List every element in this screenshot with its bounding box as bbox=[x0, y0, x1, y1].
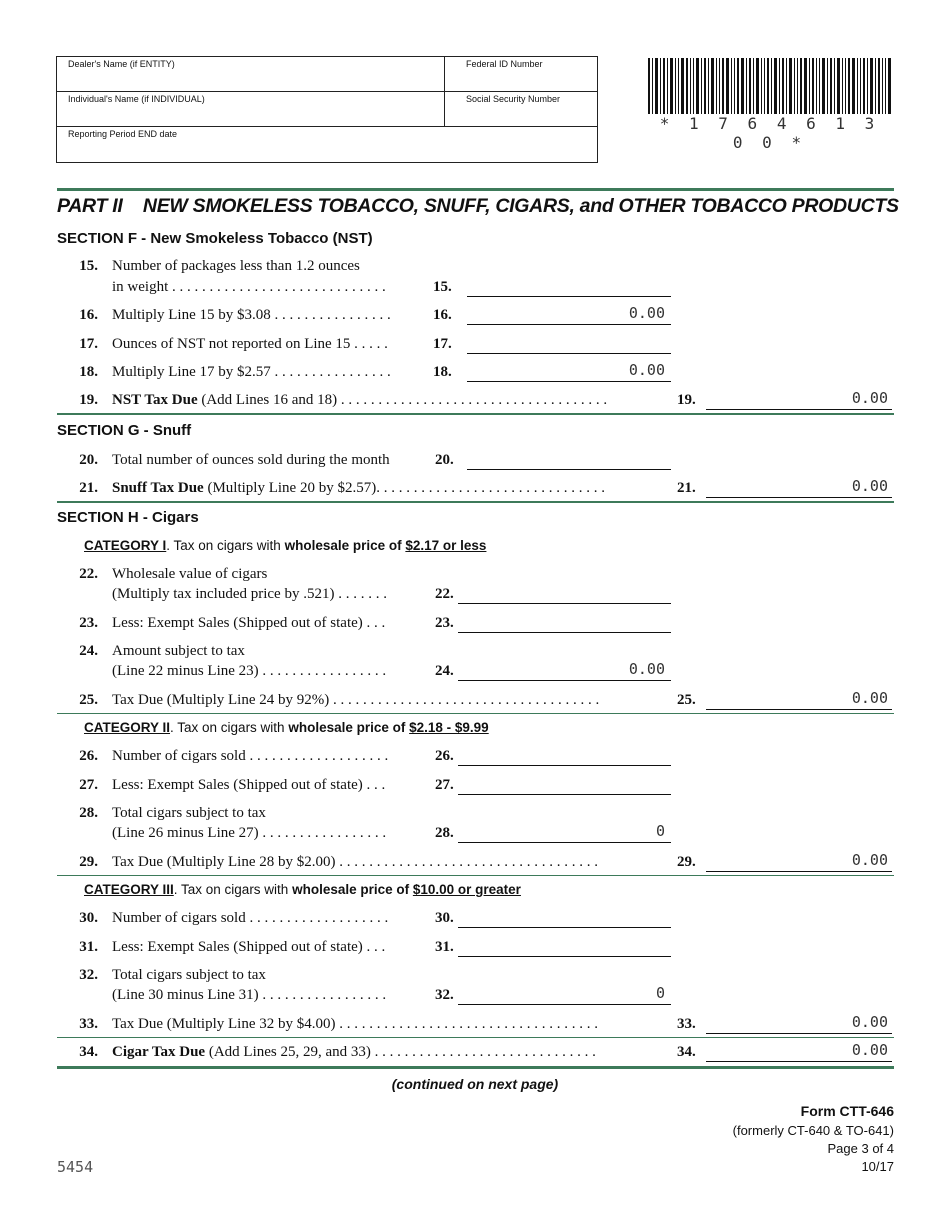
line-26-number: 26. bbox=[79, 748, 98, 764]
line-21-ref: 21. bbox=[677, 480, 696, 496]
line-16-text: Multiply Line 15 by $3.08 . . . . . . . . . . . . . . . . bbox=[112, 307, 391, 323]
line-15-text-b: in weight . . . . . . . . . . . . . . . . . . . . . . . . . . . . . bbox=[112, 279, 386, 295]
line-25-value: 0.00 bbox=[851, 689, 888, 707]
category-3-bold: wholesale price of bbox=[292, 882, 413, 897]
individual-name-field[interactable] bbox=[57, 105, 443, 125]
line-28-text-b: (Line 26 minus Line 27) . . . . . . . . . . . . . . . . . bbox=[112, 825, 387, 841]
line-34-rest: (Add Lines 25, 29, and 33) . . . . . . . . . . . . . . . . . . . . . . . . . . . . . . bbox=[205, 1044, 596, 1060]
line-19-field[interactable] bbox=[706, 409, 892, 410]
line-31-text: Less: Exempt Sales (Shipped out of state) . . . bbox=[112, 939, 386, 955]
line-24-text-a: Amount subject to tax bbox=[112, 643, 245, 659]
line-28-text-a: Total cigars subject to tax bbox=[112, 805, 266, 821]
revision-date: 10/17 bbox=[861, 1159, 894, 1174]
line-22-text-a: Wholesale value of cigars bbox=[112, 566, 268, 582]
form-formerly: (formerly CT-640 & TO-641) bbox=[732, 1123, 894, 1138]
category-3-text: . Tax on cigars with bbox=[173, 882, 293, 897]
line-24-value: 0.00 bbox=[628, 660, 665, 678]
section-g-title: SECTION G - Snuff bbox=[57, 422, 192, 439]
line-18-value: 0.00 bbox=[628, 361, 665, 379]
line-20-number: 20. bbox=[79, 452, 98, 468]
line-17-number: 17. bbox=[79, 336, 98, 352]
line-31-ref: 31. bbox=[435, 939, 454, 955]
line-21-bold: Snuff Tax Due bbox=[112, 480, 204, 496]
line-27-number: 27. bbox=[79, 777, 98, 793]
line-16-value: 0.00 bbox=[628, 304, 665, 322]
line-26-field[interactable] bbox=[458, 765, 671, 766]
ssn-label: Social Security Number bbox=[466, 94, 561, 104]
category-2-text: . Tax on cigars with bbox=[170, 720, 289, 735]
line-32-text-b: (Line 30 minus Line 31) . . . . . . . . . . . . . . . . . bbox=[112, 987, 387, 1003]
line-27-ref: 27. bbox=[435, 777, 454, 793]
section-h-title: SECTION H - Cigars bbox=[57, 509, 199, 526]
line-20-field[interactable] bbox=[467, 469, 671, 470]
page-number: Page 3 of 4 bbox=[827, 1141, 894, 1156]
dealer-name-field[interactable] bbox=[57, 70, 443, 90]
line-18-number: 18. bbox=[79, 364, 98, 380]
line-27-text: Less: Exempt Sales (Shipped out of state) . . . bbox=[112, 777, 386, 793]
line-19-bold: NST Tax Due bbox=[112, 392, 198, 408]
line-16-ref: 16. bbox=[433, 307, 452, 323]
line-25-number: 25. bbox=[79, 692, 98, 708]
line-32-value: 0 bbox=[655, 984, 665, 1002]
line-22-ref: 22. bbox=[435, 586, 454, 602]
line-34-field[interactable] bbox=[706, 1061, 892, 1062]
line-28-field[interactable] bbox=[458, 842, 671, 843]
line-34-text bbox=[112, 1044, 596, 1061]
line-23-ref: 23. bbox=[435, 615, 454, 631]
line-25-text: Tax Due (Multiply Line 24 by 92%) . . . . . . . . . . . . . . . . . . . . . . . . . . . . . . . . . . . . bbox=[112, 692, 600, 708]
category-3-price: $10.00 or greater bbox=[412, 882, 521, 897]
category-1-bold: wholesale price of bbox=[284, 538, 406, 553]
line-29-ref: 29. bbox=[677, 854, 696, 870]
category-3-rule bbox=[57, 1037, 894, 1038]
line-34-ref: 34. bbox=[677, 1044, 696, 1060]
line-33-text: Tax Due (Multiply Line 32 by $4.00) . . . . . . . . . . . . . . . . . . . . . . . . . . . . . . . . . . . bbox=[112, 1016, 598, 1032]
line-30-field[interactable] bbox=[458, 927, 671, 928]
line-21-rest: (Multiply Line 20 by $2.57). . . . . . . . . . . . . . . . . . . . . . . . . . . . . . . bbox=[203, 480, 605, 496]
section-f-rule bbox=[57, 413, 894, 415]
line-24-ref: 24. bbox=[435, 663, 454, 679]
line-32-ref: 32. bbox=[435, 987, 454, 1003]
line-15-field[interactable] bbox=[467, 296, 671, 297]
line-29-value: 0.00 bbox=[851, 851, 888, 869]
line-23-number: 23. bbox=[79, 615, 98, 631]
line-24-field[interactable] bbox=[458, 680, 671, 681]
category-2-bold: wholesale price of bbox=[288, 720, 410, 735]
line-16-number: 16. bbox=[79, 307, 98, 323]
line-33-number: 33. bbox=[79, 1016, 98, 1032]
header-divider-2 bbox=[56, 126, 598, 127]
line-15-ref: 15. bbox=[433, 279, 452, 295]
line-16-field[interactable] bbox=[467, 324, 671, 325]
line-33-field[interactable] bbox=[706, 1033, 892, 1034]
line-22-number: 22. bbox=[79, 566, 98, 582]
line-23-field[interactable] bbox=[458, 632, 671, 633]
line-29-number: 29. bbox=[79, 854, 98, 870]
line-18-ref: 18. bbox=[433, 364, 452, 380]
individual-name-label: Individual's Name (if INDIVIDUAL) bbox=[68, 94, 205, 104]
category-1-text: . Tax on cigars with bbox=[166, 538, 285, 553]
line-18-text: Multiply Line 17 by $2.57 . . . . . . . . . . . . . . . . bbox=[112, 364, 391, 380]
line-32-field[interactable] bbox=[458, 1004, 671, 1005]
line-22-text-b: (Multiply tax included price by .521) . . . . . . . bbox=[112, 586, 387, 602]
line-30-ref: 30. bbox=[435, 910, 454, 926]
line-30-text: Number of cigars sold . . . . . . . . . . . . . . . . . . . bbox=[112, 910, 389, 926]
line-28-value: 0 bbox=[655, 822, 665, 840]
line-20-text: Total number of ounces sold during the month bbox=[112, 452, 390, 468]
line-26-text: Number of cigars sold . . . . . . . . . . . . . . . . . . . bbox=[112, 748, 389, 764]
line-34-value: 0.00 bbox=[851, 1041, 888, 1059]
continued-note: (continued on next page) bbox=[391, 1076, 559, 1092]
line-33-ref: 33. bbox=[677, 1016, 696, 1032]
line-21-field[interactable] bbox=[706, 497, 892, 498]
line-19-ref: 19. bbox=[677, 392, 696, 408]
line-34-bold: Cigar Tax Due bbox=[112, 1044, 206, 1060]
line-21-value: 0.00 bbox=[851, 477, 888, 495]
line-28-ref: 28. bbox=[435, 825, 454, 841]
line-31-field[interactable] bbox=[458, 956, 671, 957]
category-2-price: $2.18 - $9.99 bbox=[409, 720, 489, 735]
form-code: 5454 bbox=[57, 1158, 94, 1176]
category-3-title bbox=[84, 882, 521, 897]
category-1-label: CATEGORY I bbox=[84, 538, 167, 553]
line-27-field[interactable] bbox=[458, 794, 671, 795]
line-17-field[interactable] bbox=[467, 353, 671, 354]
ssn-field[interactable] bbox=[445, 105, 597, 125]
line-15-number: 15. bbox=[79, 258, 98, 274]
line-19-value: 0.00 bbox=[851, 389, 888, 407]
line-17-ref: 17. bbox=[433, 336, 452, 352]
section-f-title: SECTION F - New Smokeless Tobacco (NST) bbox=[57, 230, 373, 247]
category-1-rule bbox=[57, 713, 894, 714]
section-g-rule bbox=[57, 501, 894, 503]
dealer-name-label: Dealer's Name (if ENTITY) bbox=[68, 59, 175, 69]
section-h-rule bbox=[57, 1066, 894, 1069]
barcode-text: * 1 7 6 4 6 1 3 0 0 * bbox=[659, 114, 880, 152]
line-17-text: Ounces of NST not reported on Line 15 . . . . . bbox=[112, 336, 388, 352]
line-30-number: 30. bbox=[79, 910, 98, 926]
category-2-rule bbox=[57, 875, 894, 876]
line-19-number: 19. bbox=[79, 392, 98, 408]
line-33-value: 0.00 bbox=[851, 1013, 888, 1031]
line-32-text-a: Total cigars subject to tax bbox=[112, 967, 266, 983]
line-29-text: Tax Due (Multiply Line 28 by $2.00) . . . . . . . . . . . . . . . . . . . . . . . . . . . . . . . . . . . bbox=[112, 854, 598, 870]
line-29-field[interactable] bbox=[706, 871, 892, 872]
line-21-number: 21. bbox=[79, 480, 98, 496]
line-21-text bbox=[112, 480, 605, 497]
header-divider-1 bbox=[56, 91, 598, 92]
part-title: PART II NEW SMOKELESS TOBACCO, SNUFF, CIGARS, and OTHER TOBACCO PRODUCTS bbox=[57, 195, 899, 217]
line-34-number: 34. bbox=[79, 1044, 98, 1060]
line-28-number: 28. bbox=[79, 805, 98, 821]
line-20-ref: 20. bbox=[435, 452, 454, 468]
line-25-field[interactable] bbox=[706, 709, 892, 710]
part-top-rule bbox=[57, 188, 894, 191]
form-name: Form CTT-646 bbox=[800, 1103, 894, 1119]
line-23-text: Less: Exempt Sales (Shipped out of state) . . . bbox=[112, 615, 386, 631]
line-26-ref: 26. bbox=[435, 748, 454, 764]
line-31-number: 31. bbox=[79, 939, 98, 955]
federal-id-label: Federal ID Number bbox=[466, 59, 543, 69]
line-22-field[interactable] bbox=[458, 603, 671, 604]
line-25-ref: 25. bbox=[677, 692, 696, 708]
line-24-number: 24. bbox=[79, 643, 98, 659]
category-2-title bbox=[84, 720, 489, 735]
category-3-label: CATEGORY III bbox=[84, 882, 174, 897]
category-1-price: $2.17 or less bbox=[405, 538, 487, 553]
line-18-field[interactable] bbox=[467, 381, 671, 382]
line-19-text bbox=[112, 392, 607, 409]
line-32-number: 32. bbox=[79, 967, 98, 983]
period-label: Reporting Period END date bbox=[68, 129, 178, 139]
line-15-text-a: Number of packages less than 1.2 ounces bbox=[112, 258, 360, 274]
barcode-graphic bbox=[648, 58, 891, 114]
line-24-text-b: (Line 22 minus Line 23) . . . . . . . . . . . . . . . . . bbox=[112, 663, 387, 679]
period-field[interactable] bbox=[57, 140, 597, 162]
line-19-rest: (Add Lines 16 and 18) . . . . . . . . . . . . . . . . . . . . . . . . . . . . . . . . . . . . bbox=[197, 392, 608, 408]
federal-id-field[interactable] bbox=[445, 70, 597, 90]
category-1-title bbox=[84, 538, 486, 553]
category-2-label: CATEGORY II bbox=[84, 720, 171, 735]
